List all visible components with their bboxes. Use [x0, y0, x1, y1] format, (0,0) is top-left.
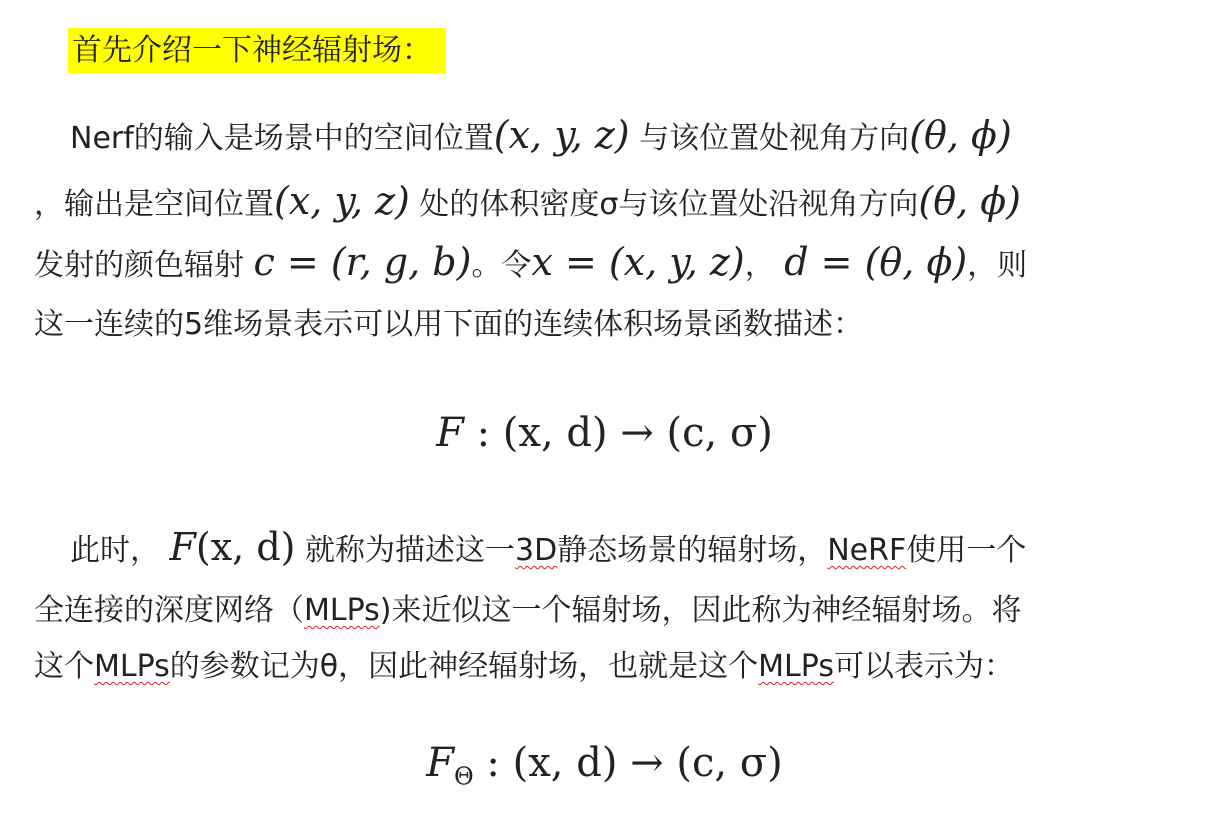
text: 的参数记为θ，因此神经辐射场，也就是这个: [169, 649, 759, 684]
text: 处的体积密度σ与该位置处沿视角方向: [419, 187, 919, 222]
text: Nerf的输入是场景中的空间位置: [70, 121, 494, 156]
paragraph1-line4: [34, 300, 863, 350]
text: 可以表示为：: [833, 649, 1014, 684]
math-xyz: (x, y, z): [493, 113, 630, 157]
math-d-equation: d = (θ, ϕ): [784, 240, 968, 284]
spellcheck-word: MLPs: [304, 593, 380, 628]
text: 。令: [471, 248, 532, 283]
paragraph2-line1: [70, 522, 1026, 576]
math-subscript-theta: Θ: [454, 762, 474, 791]
text: 此时，: [70, 533, 160, 568]
math-args: (x, d): [195, 525, 296, 569]
text: ，则: [967, 248, 1028, 283]
math-theta-phi: (θ, ϕ): [918, 179, 1021, 223]
paragraph1-line1: [70, 110, 1012, 164]
text: )来近似这一个辐射场，因此称为神经辐射场。将: [379, 593, 1022, 628]
text: 发射的颜色辐射: [34, 248, 244, 283]
text: 静态场景的辐射场，: [557, 533, 828, 568]
math-F-x-d: [170, 525, 296, 569]
section-heading: 首先介绍一下神经辐射场：: [68, 28, 446, 73]
text: 使用一个: [906, 533, 1027, 568]
spellcheck-word: MLPs: [758, 649, 834, 684]
paragraph1-line3: [34, 237, 1027, 291]
text: 与该位置处视角方向: [639, 121, 910, 156]
text: 这个: [34, 649, 94, 684]
math-F: F: [426, 740, 455, 786]
math-xyz: (x, y, z): [274, 179, 410, 223]
spellcheck-word: NeRF: [827, 533, 907, 568]
spellcheck-word: 3D: [515, 533, 558, 568]
text: 就称为描述这一: [305, 533, 516, 568]
paragraph2-line2: [34, 586, 1022, 636]
math-theta-phi: (θ, ϕ): [909, 113, 1012, 157]
text: 这一连续的5维场景表示可以用下面的连续体积场景函数描述：: [34, 307, 864, 342]
text: ，: [744, 248, 775, 283]
paragraph2-line3: [34, 642, 1014, 692]
math-F: F: [436, 410, 464, 456]
text: ，输出是空间位置: [34, 187, 274, 222]
math-c-equation: c = (r, g, b): [253, 240, 472, 284]
math-mapping: : (x, d) → (c, σ): [473, 740, 783, 786]
text: 全连接的深度网络（: [34, 593, 304, 628]
math-x-equation: x = (x, y, z): [531, 240, 745, 284]
math-mapping: : (x, d) → (c, σ): [463, 410, 773, 456]
paragraph1-line2: [34, 176, 1021, 230]
spellcheck-word: MLPs: [94, 649, 170, 684]
math-F: F: [169, 525, 196, 569]
equation-neural-radiance-field: [0, 740, 1209, 790]
equation-radiance-field: [0, 410, 1209, 456]
